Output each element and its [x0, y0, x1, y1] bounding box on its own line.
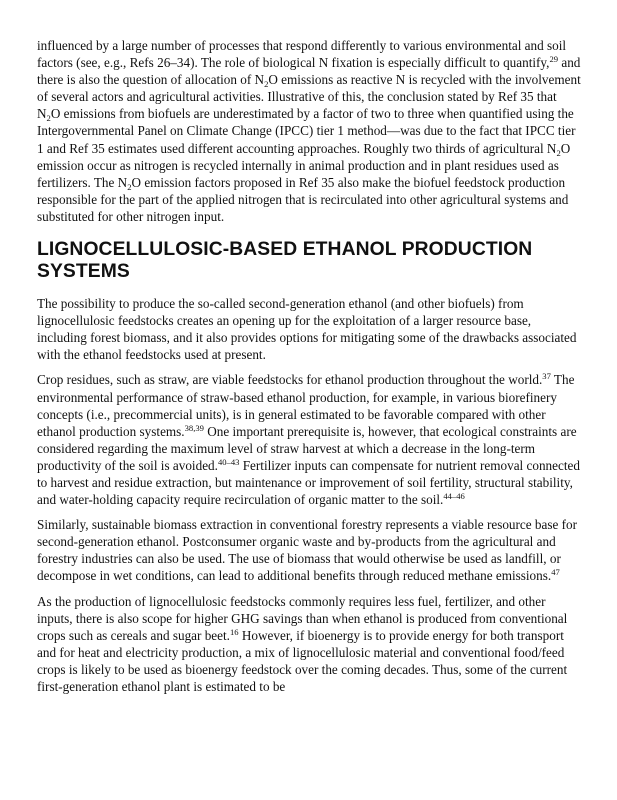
citation: 44–46 — [443, 491, 465, 502]
paragraph-ghg-savings: As the production of lignocellulosic feedstocks commonly requires less fuel, fertilizer, and other inputs, there is also scope for higher GHG savings than when ethanol is produced from conventional crops such as cereals and sugar beet.$^{16}$ However, if bioenergy is to provide energy for both transport and for heat and electricity production, a mix of lignocellulosic material and conventional food/feed crops is likely to be used as bioenergy feedstock over the coming decades. Thus, some of the current first-generation ethanol plant is estimated to be — [37, 593, 568, 694]
citation: 37 — [542, 371, 551, 382]
subscript: 2 — [127, 181, 132, 192]
section-heading: LIGNOCELLULOSIC-BASED ETHANOL PRODUCTION SYSTEMS — [37, 239, 533, 283]
citation: 29 — [549, 54, 559, 65]
citation: 47 — [551, 567, 560, 578]
paragraph-forestry: Similarly, sustainable biomass extraction in conventional forestry represents a viable resource base for second-generation ethanol. Postconsumer organic waste and by-products from the agricultural and forestry industries can also be used. The use of biomass that would otherwise be used as landfill, or decompose in wet conditions, can lead to additional benefits through reduced methane emissions.$^{47}$ — [37, 517, 578, 584]
document-page — [37, 37, 583, 703]
subscript: 2 — [556, 147, 561, 158]
citation: 16 — [229, 626, 239, 637]
paragraph-n2o-allocation: influenced by a large number of processes that respond differently to various environmental and soil factors (see, e.g., Refs 26–34). The role of biological N fixation is especially difficult to quantify,$^{29}$ and there is also the question of allocation of $N_2O$ emissions as reactive N is recycled with the involvement of several actors and agricultural activities. Illustrative of this, the conclusion stated by Ref 35 that $N_2O$ emissions from biofuels are underestimated by a factor of two to three when quantified using the Intergovernmental Panel on Climate Change (IPCC) tier 1 method—was due to the fact that IPCC tier 1 and Ref 35 estimates used different accounting approaches. Roughly two thirds of agricultural $N_2O$ emission occur as nitrogen is recycled internally in animal production and in plant residues used as fertilizers. The $N_2O$ emission factors proposed in Ref 35 also make the biofuel feedstock production responsible for the part of the applied nitrogen that is recirculated into other agricultural systems and substituted for other nitrogen input. — [37, 38, 581, 224]
paragraph-second-generation: The possibility to produce the so-called second-generation ethanol (and other biofuels) from lignocellulosic feedstocks creates an opening up for the exploitation of a larger resource base, including forest biomass, and it also provides options for mitigating some of the drawbacks associated with the ethanol feedstocks used at present. — [37, 296, 577, 363]
citation: 38,39 — [184, 422, 204, 433]
paragraph-crop-residues: Crop residues, such as straw, are viable feedstocks for ethanol production throughout the world.$^{37}$ The environmental performance of straw-based ethanol production, for example, in various biorefinery concepts (i.e., precommercial units), is in general estimated to be favorable compared with other ethanol production systems.$^{38,39}$ One important prerequisite is, however, that ecological constraints are considered regarding the maximum level of straw harvest at which a decrease in the long-term productivity of the soil is avoided.$^{40-43}$ Fertilizer inputs can compensate for nutrient removal connected to harvest and residue extraction, but maintenance or improvement of soil fertility, structural stability, and water-holding capacity require recirculation of organic matter to the soil.$^{44-46}$ — [37, 371, 580, 508]
citation: 40–43 — [217, 456, 240, 467]
subscript: 2 — [46, 113, 51, 124]
subscript: 2 — [264, 79, 269, 90]
